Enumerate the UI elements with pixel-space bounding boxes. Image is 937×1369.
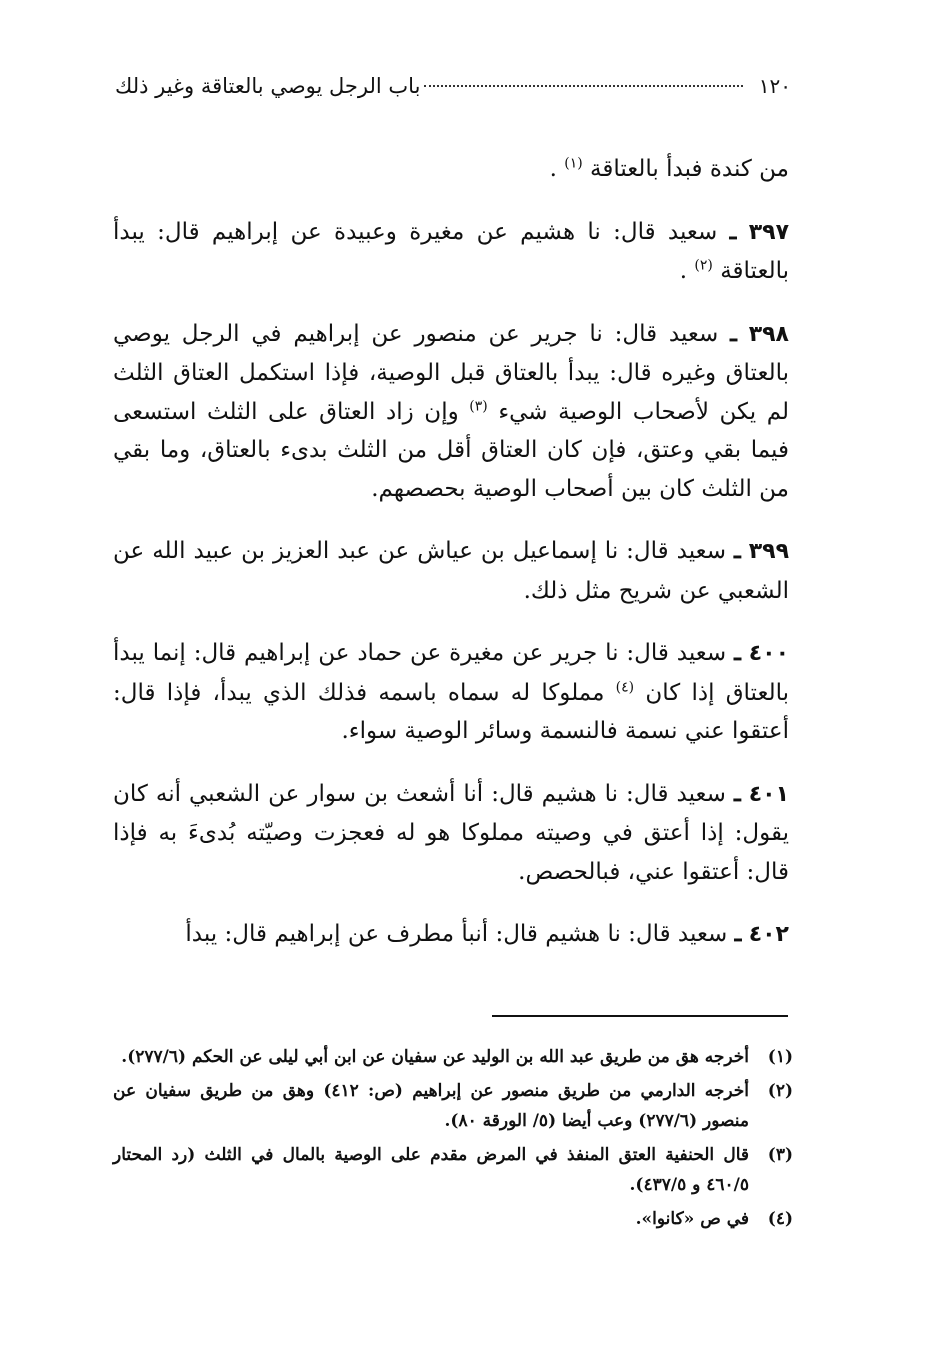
- hadith-number: ٤٠١: [748, 781, 790, 807]
- footnote-3: [113, 1140, 793, 1200]
- hadith-402: [113, 915, 789, 955]
- footnote-ref-4[interactable]: (٤): [615, 678, 635, 695]
- hadith-number: ٣٩٨: [748, 321, 789, 347]
- paragraph-text: سعيد قال: نا هشيم قال: أنبأ مطرف عن إبراهيم قال: يبدأ: [185, 921, 728, 947]
- paragraph-text: سعيد قال: نا جرير عن مغيرة عن حماد عن إبراهيم قال: إنما يبدأ بالعتاق إذا كان: [113, 640, 790, 706]
- footnote-number: (٢): [767, 1081, 793, 1101]
- paragraph-continued: [113, 150, 789, 189]
- paragraph-text: سعيد قال: نا جرير عن منصور عن إبراهيم في الرجل يوصي بالعتاق وغيره قال: يبدأ بالعتاق قبل الوصية، فإذا استكمل العتاق الثلث لم يكن لأصحاب الوصية شيء: [113, 320, 790, 425]
- page-header: [115, 74, 791, 114]
- paragraph-text: وإن زاد العتاق على الثلث استسعى فيما بقي وعتق، فإن كان العتاق أقل من الثلث بدىء بالعتاق، وما بقي من الثلث كان بين أصحاب الوصية بحصصهم.: [113, 398, 789, 502]
- footnote-text: في ص «كانوا».: [635, 1209, 749, 1229]
- hadith-number: ٣٩٧: [748, 219, 790, 245]
- hadith-399: [113, 532, 789, 610]
- running-title: باب الرجل يوصي بالعتاقة وغير ذلك: [115, 74, 421, 98]
- footnote-separator: [492, 1015, 788, 1017]
- hadith-dash: ـ: [734, 639, 741, 666]
- hadith-number: ٣٩٩: [748, 539, 790, 564]
- footnote-2: [113, 1076, 793, 1136]
- hadith-401: [113, 775, 789, 892]
- footnote-ref-3[interactable]: (٣): [469, 397, 488, 414]
- footnote-number: (٣): [767, 1145, 793, 1165]
- footnotes: [113, 1042, 793, 1238]
- hadith-number: ٤٠٢: [748, 922, 789, 947]
- hadith-dash: ـ: [730, 319, 737, 347]
- hadith-dash: ـ: [733, 779, 741, 807]
- paragraph-text: من كندة فبدأ بالعتاقة: [590, 156, 789, 182]
- footnote-text: قال الحنفية العتق المنفذ في المرض مقدم على الوصية بالمال في الثلث (رد المحتار ٤٦٠/٥ و ٤٣٧/٥).: [113, 1145, 749, 1195]
- footnote-text: أخرجه الدارمي من طريق منصور عن إبراهيم (ص: ٤١٢) وهق من طريق سفيان عن منصور (٢٧٧/٦) وعب أيضا (٥/ الورقة ٨٠).: [113, 1081, 750, 1131]
- hadith-dash: ـ: [734, 920, 742, 947]
- hadith-dash: ـ: [733, 537, 741, 564]
- header-dotted-leader: [424, 85, 742, 87]
- paragraph-text: سعيد قال: نا إسماعيل بن عياش عن عبد العزيز بن عبيد الله عن الشعبي عن شريح مثل ذلك.: [113, 538, 789, 604]
- footnote-number: (١): [767, 1047, 793, 1067]
- footnote-4: [113, 1204, 793, 1234]
- footnote-text: أخرجه هق من طريق عبد الله بن الوليد عن سفيان عن ابن أبي ليلى عن الحكم (٢٧٧/٦).: [121, 1047, 749, 1067]
- paragraph-end: .: [679, 258, 688, 284]
- footnote-number: (٤): [767, 1209, 793, 1229]
- footnote-1: [113, 1042, 793, 1072]
- hadith-dash: ـ: [729, 217, 737, 245]
- main-text: [113, 150, 789, 979]
- page-number: ١٢٠: [758, 74, 791, 98]
- footnote-ref-1[interactable]: (١): [564, 155, 583, 172]
- paragraph-text: سعيد قال: نا هشيم قال: أنا أشعث بن سوار عن الشعبي أنه كان يقول: إذا أعتق في وصيته مملوكا هو له فعجزت وصيّته بُدىءَ به فإذا قال: أعتقوا عني، فبالحصص.: [113, 780, 789, 885]
- paragraph-end: .: [549, 156, 557, 182]
- hadith-398: [113, 315, 789, 509]
- footnote-ref-2[interactable]: (٢): [694, 257, 713, 274]
- paragraph-text: مملوكا له سماه باسمه فذلك الذي يبدأ، فإذا قال: أعتقوا عني نسمة فالنسمة وسائر الوصية سواء.: [113, 679, 789, 744]
- hadith-397: [113, 213, 789, 291]
- hadith-400: [113, 634, 789, 751]
- paragraph-text: سعيد قال: نا هشيم عن مغيرة وعبيدة عن إبراهيم قال: يبدأ بالعتاقة: [113, 218, 789, 284]
- hadith-number: ٤٠٠: [748, 641, 790, 666]
